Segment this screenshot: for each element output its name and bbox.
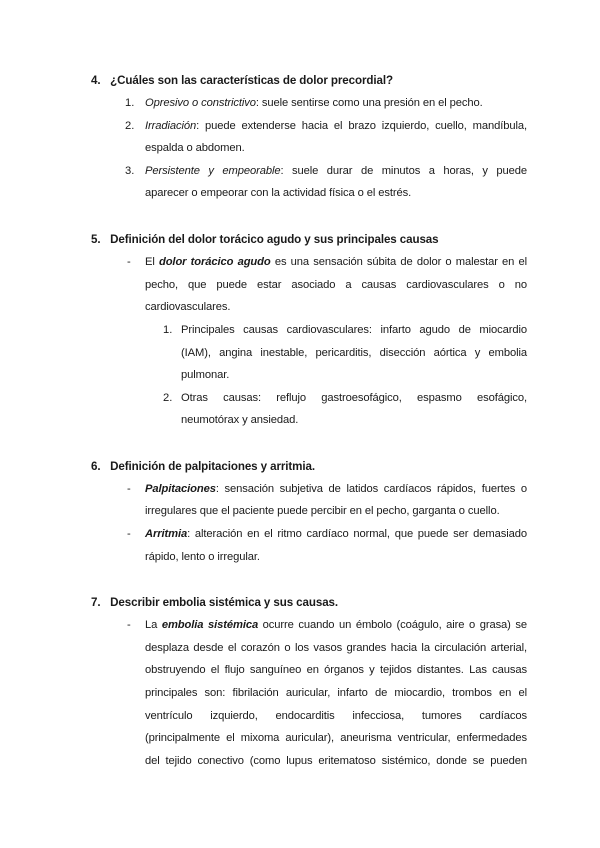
bullet-paragraph-line: ventrículo izquierdo, endocarditis infecciosa, tumores cardíacos xyxy=(145,710,527,722)
item-text: : suele durar de minutos a horas, y puede xyxy=(280,165,527,177)
bullet-paragraph-line xyxy=(145,256,527,268)
bullet-paragraph-line xyxy=(145,619,527,631)
section-5-title: Definición del dolor torácico agudo y sus principales causas xyxy=(110,233,439,246)
section-4-title: ¿Cuáles son las características de dolor precordial? xyxy=(110,74,393,87)
bullet-paragraph-line: pecho, que puede estar asociado a causas cardiovasculares o no xyxy=(145,279,527,291)
bullet-paragraph-line: desplaza desde el corazón o los vasos grandes hacia la circulación arterial, xyxy=(145,642,527,654)
item-text: : puede extenderse hacia el brazo izquierdo, cuello, mandíbula, xyxy=(196,120,527,132)
section-5-heading xyxy=(91,233,439,246)
text-run: La xyxy=(145,619,162,631)
item-text: : sensación subjetiva de latidos cardíacos rápidos, fuertes o xyxy=(215,483,527,495)
section-6-title: Definición de palpitaciones y arritmia. xyxy=(110,460,315,473)
list-item xyxy=(145,165,527,177)
item-text: : alteración en el ritmo cardíaco normal, que puede ser demasiado xyxy=(187,528,527,540)
item-term: Arritmia xyxy=(145,528,188,540)
item-term: Palpitaciones xyxy=(145,483,216,495)
sub-list-marker: 2. xyxy=(163,392,173,404)
list-marker: 3. xyxy=(125,165,135,177)
item-term: Opresivo o constrictivo xyxy=(145,97,256,109)
sub-list-item-line: neumotórax y ansiedad. xyxy=(181,414,299,426)
bullet-item xyxy=(145,528,527,540)
section-7-number: 7. xyxy=(91,596,101,609)
bullet-dash: - xyxy=(127,619,131,631)
item-term: Persistente y empeorable xyxy=(145,165,281,177)
sub-list-item-line: (IAM), angina inestable, pericarditis, disección aórtica y embolia xyxy=(181,347,527,359)
bullet-paragraph-line: (principalmente el mixoma auricular), aneurisma ventricular, enfermedades xyxy=(145,732,527,744)
section-7-heading xyxy=(91,596,338,609)
list-item xyxy=(145,97,483,109)
list-marker: 2. xyxy=(125,120,135,132)
sub-list-item-line: pulmonar. xyxy=(181,369,230,381)
bullet-dash: - xyxy=(127,483,131,495)
bullet-paragraph-line: cardiovasculares. xyxy=(145,301,231,313)
bullet-paragraph-line: obstruyendo el flujo sanguíneo en órganos y tejidos distantes. Las causas xyxy=(145,664,527,676)
sub-list-marker: 1. xyxy=(163,324,173,336)
section-7-title: Describir embolia sistémica y sus causas. xyxy=(110,596,339,609)
item-text-continuation: rápido, lento o irregular. xyxy=(145,551,260,563)
bullet-dash: - xyxy=(127,528,131,540)
item-term: Irradiación xyxy=(145,120,197,132)
item-text-continuation: irregulares que el paciente puede percibir en el pecho, garganta o cuello. xyxy=(145,505,500,517)
item-text: : suele sentirse como una presión en el pecho. xyxy=(255,97,483,109)
bullet-item xyxy=(145,483,527,495)
section-4-heading xyxy=(91,74,393,87)
text-run: El xyxy=(145,256,159,268)
item-term: embolia sistémica xyxy=(161,619,259,631)
item-term: dolor torácico agudo xyxy=(158,256,271,268)
bullet-paragraph-line: del tejido conectivo (como lupus eritematoso sistémico, donde se pueden xyxy=(145,755,527,767)
bullet-paragraph-line: principales son: fibrilación auricular, infarto de miocardio, trombos en el xyxy=(145,687,527,699)
list-item xyxy=(145,120,527,132)
section-5-number: 5. xyxy=(91,233,101,246)
sub-list-item-line: Principales causas cardiovasculares: infarto agudo de miocardio xyxy=(181,324,527,336)
section-4-number: 4. xyxy=(91,74,101,87)
bullet-dash: - xyxy=(127,256,131,268)
section-6-heading xyxy=(91,460,315,473)
text-run: es una sensación súbita de dolor o malestar en el xyxy=(270,256,527,268)
sub-list-item-line: Otras causas: reflujo gastroesofágico, espasmo esofágico, xyxy=(181,392,527,404)
text-run: ocurre cuando un émbolo (coágulo, aire o grasa) se xyxy=(258,619,527,631)
item-text-continuation: aparecer o empeorar con la actividad física o el estrés. xyxy=(145,187,412,199)
list-marker: 1. xyxy=(125,97,135,109)
item-text-continuation: espalda o abdomen. xyxy=(145,142,245,154)
section-6-number: 6. xyxy=(91,460,101,473)
